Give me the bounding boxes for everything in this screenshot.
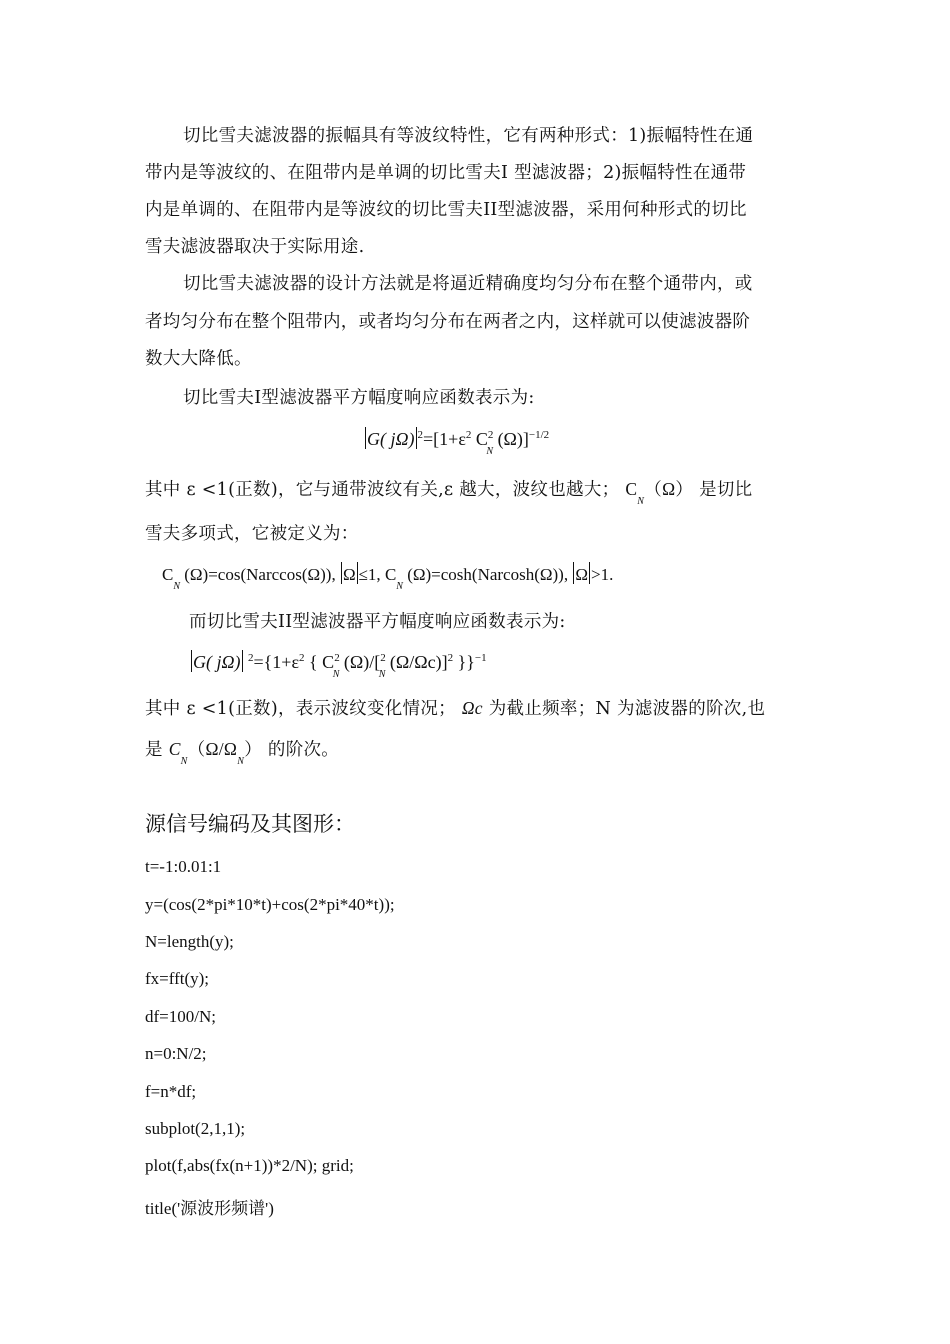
- code-line: y=(cos(2*pi*10*t)+cos(2*pi*40*t));: [145, 895, 395, 914]
- omega-c-symbol: Ωc: [461, 698, 483, 718]
- abs-bar-right: [416, 427, 417, 449]
- para2-line3: 数大大降低。: [145, 349, 252, 369]
- para6-line1: 其中 ε <1(正数)，表示波纹变化情况； Ωc 为截止频率；N 为滤波器的阶次,也: [145, 698, 766, 719]
- code-line: title('源波形频谱'): [145, 1199, 274, 1218]
- code-line: f=n*df;: [145, 1082, 197, 1101]
- para1-line3: 内是单调的、在阻带内是等波纹的切比雪夫II型滤波器，采用何种形式的切比: [145, 200, 747, 220]
- para4-line2: 雪夫多项式，它被定义为：: [145, 524, 359, 544]
- cn-definition: $C_N$ (Ω)=cos(Narccos(Ω)), Ω ≤1, $C_N$ (Ω)=cosh(Narcosh(Ω)), Ω >1.: [162, 562, 613, 585]
- code-line: t=-1:0.01:1: [145, 857, 222, 876]
- para2-line1: 切比雪夫滤波器的设计方法就是将逼近精确度均匀分布在整个通带内，或: [183, 274, 753, 294]
- code-line: plot(f,abs(fx(n+1))*2/N); grid;: [145, 1156, 354, 1175]
- abs-bar-left: [365, 427, 366, 449]
- para3: 切比雪夫I型滤波器平方幅度响应函数表示为:: [183, 388, 535, 408]
- cn-ratio-symbol: $C_N(\Omega/\Omega_N)$: [168, 739, 263, 767]
- code-line: subplot(2,1,1);: [145, 1119, 246, 1138]
- para6-line2: 是 $C_N(\Omega/\Omega_N)$ 的阶次。: [145, 739, 340, 767]
- para5: 而切比雪夫II型滤波器平方幅度响应函数表示为:: [189, 612, 566, 632]
- chebyshev-ii-formula: G( jΩ) $^2=\{1+\varepsilon^2$ { $C^2_N$ (Ω)/[$^2_N$ (Ω/Ωc)]$^2$ }}$^{-1}$: [193, 652, 487, 680]
- code-line: fx=fft(y);: [145, 969, 210, 988]
- code-line: n=0:N/2;: [145, 1044, 207, 1063]
- section-heading: 源信号编码及其图形：: [145, 812, 355, 836]
- chebyshev-i-formula: G( jΩ) $^2=[1+\varepsilon^2$ $C^2_N$ (Ω)]$^{-1/2}$: [367, 429, 550, 457]
- para1-line1: 切比雪夫滤波器的振幅具有等波纹特性，它有两种形式：1)振幅特性在通: [183, 126, 754, 146]
- code-line: df=100/N;: [145, 1007, 216, 1026]
- code-line: N=length(y);: [145, 932, 234, 951]
- cn-symbol: $C_N(\Omega)$: [625, 479, 694, 507]
- para4-line1: 其中 ε <1(正数)，它与通带波纹有关,ε 越大，波纹也越大； $C_N(\Omega)$ 是切比: [145, 479, 753, 507]
- para1-line2: 带内是等波纹的、在阻带内是单调的切比雪夫I 型滤波器；2)振幅特性在通带: [145, 163, 747, 183]
- para2-line2: 者均匀分布在整个阻带内，或者均匀分布在两者之内，这样就可以使滤波器阶: [145, 312, 751, 332]
- para1-line4: 雪夫滤波器取决于实际用途.: [145, 237, 365, 257]
